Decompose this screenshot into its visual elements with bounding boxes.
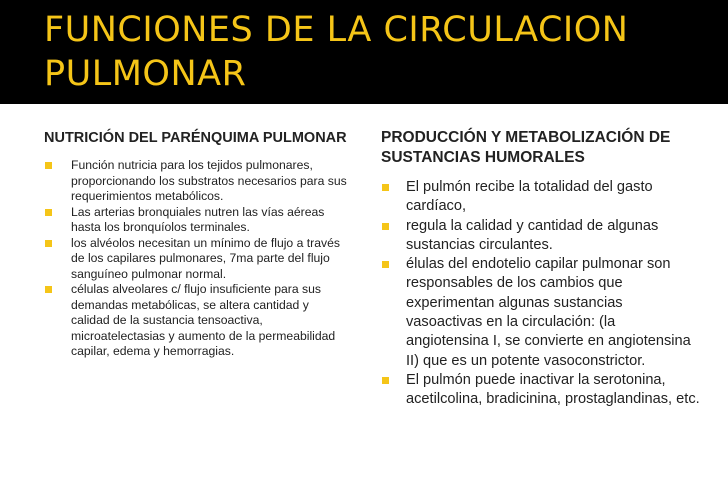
square-bullet-icon xyxy=(382,261,389,268)
left-column-heading: NUTRICIÓN DEL PARÉNQUIMA PULMONAR xyxy=(44,130,347,146)
list-item xyxy=(381,255,701,371)
list-item-text: regula la calidad y cantidad de algunas sustancias circulantes. xyxy=(406,217,659,253)
left-column xyxy=(44,128,349,360)
right-column-heading: PRODUCCIÓN Y METABOLIZACIÓN DE SUSTANCIAS HUMORALES xyxy=(381,129,671,166)
title-band xyxy=(0,0,728,104)
list-item-text: los alvéolos necesitan un mínimo de flujo a través de los capilares pulmonares, 7ma parte del flujo sanguíneo pulmonar normal. xyxy=(71,235,340,281)
list-item xyxy=(381,371,701,410)
list-item xyxy=(44,236,349,283)
list-item-text: El pulmón recibe la totalidad del gasto cardíaco, xyxy=(406,179,653,215)
square-bullet-icon xyxy=(382,377,389,384)
list-item xyxy=(44,205,349,236)
square-bullet-icon xyxy=(382,223,389,230)
list-item-text: células alveolares c/ flujo insuficiente para sus demandas metabólicas, se altera cantidad y calidad de la sustancia tensoactiva, microatelectasias y aumento de la permeabilidad capilar, edema y hemorragias. xyxy=(71,282,336,358)
list-item-text: El pulmón puede inactivar la serotonina, acetilcolina, bradicinina, prostaglandinas, etc. xyxy=(406,371,700,408)
list-item xyxy=(381,178,701,217)
square-bullet-icon xyxy=(45,286,52,293)
slide-title: FUNCIONES DE LA CIRCULACION PULMONAR xyxy=(44,10,629,94)
left-bullet-list xyxy=(44,158,349,360)
list-item xyxy=(44,282,349,360)
list-item xyxy=(44,158,349,205)
list-item-text: élulas del endotelio capilar pulmonar son responsables de los cambios que experimentan algunas sustancias vasoactivas en la circulación: (la angiotensina I, se convierte en angiotensina II) que es un potente vasoconstrictor. xyxy=(406,256,691,369)
square-bullet-icon xyxy=(45,162,52,169)
square-bullet-icon xyxy=(45,240,52,247)
square-bullet-icon xyxy=(45,209,52,216)
right-column xyxy=(381,128,701,410)
list-item-text: Las arterias bronquiales nutren las vías aéreas hasta los bronquíolos terminales. xyxy=(71,204,325,234)
list-item xyxy=(381,217,701,256)
square-bullet-icon xyxy=(382,184,389,191)
right-bullet-list xyxy=(381,178,701,410)
list-item-text: Función nutricia para los tejidos pulmonares, proporcionando los substratos necesarios para sus requerimientos metabólicos. xyxy=(71,158,347,203)
